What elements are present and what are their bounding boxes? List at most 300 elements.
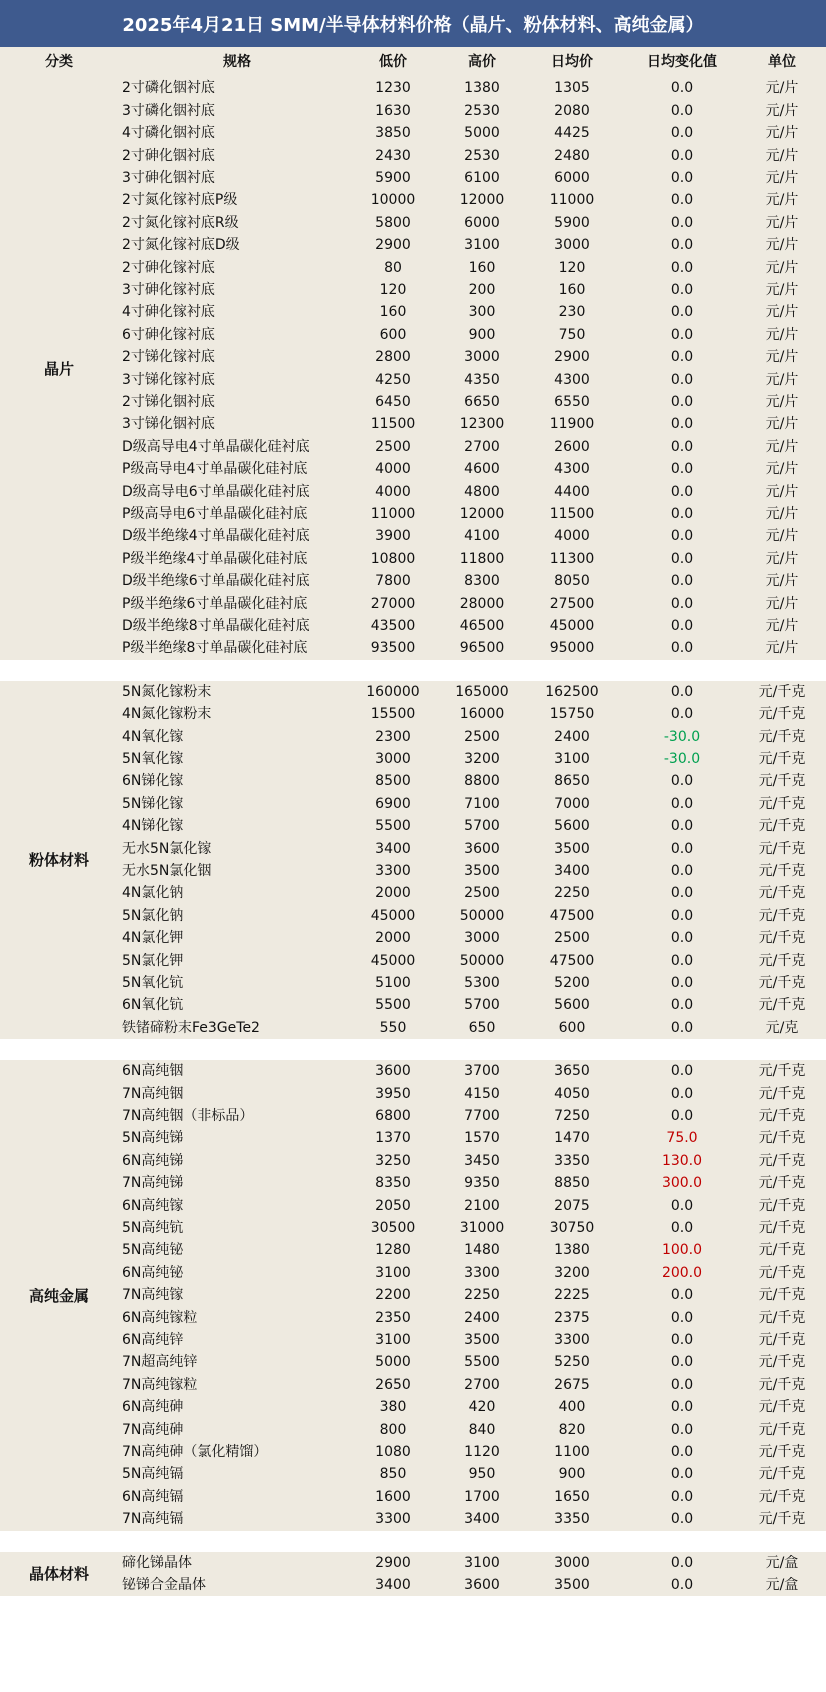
row-low: 27000 — [370, 595, 416, 612]
row-avg: 11300 — [549, 550, 595, 567]
row-spec: 7N高纯砷 — [122, 1421, 184, 1438]
row-change: 0.0 — [670, 1577, 694, 1593]
row-unit: 元/千克 — [758, 1130, 806, 1147]
table-row — [0, 257, 826, 279]
row-unit: 元/千克 — [758, 1376, 806, 1393]
row-spec: D级半绝缘4寸单晶碳化硅衬底 — [122, 528, 310, 545]
row-low: 3400 — [375, 840, 411, 857]
row-high: 6000 — [464, 214, 500, 231]
row-high: 6100 — [464, 170, 500, 186]
row-high: 12300 — [459, 416, 505, 433]
table-row — [0, 815, 826, 837]
row-avg: 5900 — [554, 214, 590, 231]
row-unit: 元/千克 — [758, 1511, 806, 1528]
row-spec: 5N高纯镉 — [122, 1466, 184, 1483]
row-unit: 元/千克 — [758, 683, 806, 700]
row-high: 46500 — [459, 618, 505, 634]
row-high: 2500 — [464, 728, 500, 745]
row-spec: 7N高纯铟（非标品） — [122, 1108, 254, 1124]
row-unit: 元/克 — [765, 1019, 799, 1036]
row-spec: 3寸锑化镓衬底 — [122, 371, 215, 388]
row-spec: D级半绝缘8寸单晶碳化硅衬底 — [122, 618, 310, 634]
row-high: 3700 — [464, 1063, 500, 1080]
row-spec: 2寸锑化镓衬底 — [122, 349, 215, 366]
row-high: 3600 — [464, 1577, 500, 1593]
row-spec: 6寸砷化镓衬底 — [122, 326, 215, 343]
row-unit: 元/千克 — [758, 1264, 806, 1281]
table-row — [0, 1195, 826, 1217]
row-spec: 4N锑化镓 — [122, 818, 184, 835]
row-unit: 元/千克 — [758, 1332, 806, 1348]
row-high: 16000 — [459, 706, 505, 723]
row-spec: 2寸砷化镓衬底 — [122, 259, 215, 276]
row-change: 0.0 — [670, 349, 694, 366]
row-high: 3500 — [464, 863, 500, 879]
table-row — [0, 882, 826, 904]
row-unit: 元/片 — [765, 371, 799, 388]
row-spec: 7N高纯锑 — [122, 1175, 184, 1192]
row-unit: 元/千克 — [758, 1220, 806, 1236]
table-row — [0, 525, 826, 547]
table-row — [0, 726, 826, 748]
row-low: 380 — [379, 1399, 407, 1416]
row-avg: 3300 — [554, 1332, 590, 1348]
row-spec: 3寸锑化铟衬底 — [122, 416, 215, 433]
row-low: 160 — [379, 304, 407, 321]
table-row — [0, 1060, 826, 1082]
table-row — [0, 100, 826, 122]
row-low: 1230 — [375, 80, 411, 97]
row-unit: 元/片 — [765, 640, 799, 657]
row-low: 2050 — [375, 1197, 411, 1214]
row-unit: 元/千克 — [758, 930, 806, 947]
row-spec: 无水5N氯化镓 — [122, 840, 212, 857]
row-low: 45000 — [370, 952, 416, 969]
row-change: 0.0 — [670, 706, 694, 723]
row-avg: 4400 — [554, 483, 590, 500]
row-low: 5900 — [375, 170, 411, 186]
row-low: 3600 — [375, 1063, 411, 1080]
row-high: 900 — [468, 326, 496, 343]
row-low: 4250 — [375, 371, 411, 388]
row-unit: 元/千克 — [758, 795, 806, 812]
row-high: 3000 — [464, 349, 500, 366]
row-spec: 4N氧化镓 — [122, 728, 184, 745]
row-high: 3200 — [464, 751, 500, 767]
row-unit: 元/千克 — [758, 818, 806, 835]
table-row — [0, 1396, 826, 1418]
table-row — [0, 1441, 826, 1463]
section-category-label: 晶片 — [43, 360, 74, 379]
row-low: 6900 — [375, 795, 411, 812]
row-low: 43500 — [370, 618, 416, 634]
row-high: 50000 — [459, 952, 505, 969]
row-unit: 元/片 — [765, 326, 799, 343]
table-row — [0, 860, 826, 882]
row-unit: 元/片 — [765, 237, 799, 254]
row-change: 100.0 — [661, 1242, 703, 1259]
row-change: 0.0 — [670, 997, 694, 1014]
row-avg: 8850 — [554, 1175, 590, 1192]
row-change: 0.0 — [670, 975, 694, 991]
table-row — [0, 615, 826, 637]
row-unit: 元/盒 — [765, 1577, 799, 1593]
row-low: 15500 — [370, 706, 416, 723]
section-category-label: 高纯金属 — [28, 1286, 89, 1305]
row-spec: 4N氯化钠 — [122, 885, 184, 902]
row-high: 3300 — [464, 1264, 500, 1281]
row-avg: 2480 — [554, 147, 590, 164]
row-low: 1280 — [375, 1242, 411, 1259]
row-change: 0.0 — [670, 1197, 694, 1214]
row-low: 7800 — [375, 573, 411, 590]
row-change: 0.0 — [670, 907, 694, 924]
row-avg: 1470 — [554, 1130, 590, 1147]
row-high: 28000 — [459, 595, 505, 612]
row-avg: 47500 — [549, 907, 595, 924]
row-high: 11800 — [459, 550, 505, 567]
row-avg: 750 — [558, 326, 586, 343]
section-separator — [0, 660, 826, 681]
row-high: 4100 — [464, 528, 500, 545]
row-high: 650 — [468, 1019, 496, 1036]
row-low: 1630 — [375, 102, 411, 119]
row-avg: 162500 — [545, 683, 599, 700]
row-avg: 4425 — [554, 125, 590, 142]
row-avg: 3650 — [554, 1063, 590, 1080]
row-high: 200 — [468, 282, 496, 298]
table-row — [0, 1083, 826, 1105]
row-high: 3100 — [464, 237, 500, 254]
row-avg: 3350 — [554, 1511, 590, 1528]
row-high: 2250 — [464, 1287, 500, 1304]
row-avg: 30750 — [549, 1220, 595, 1236]
row-low: 4000 — [375, 483, 411, 500]
row-high: 3000 — [464, 930, 500, 947]
row-spec: 5N氮化镓粉末 — [122, 683, 212, 700]
row-high: 4350 — [464, 371, 500, 388]
table-row — [0, 1574, 826, 1596]
row-avg: 400 — [558, 1399, 586, 1416]
row-spec: 6N高纯铋 — [122, 1264, 184, 1281]
row-high: 3450 — [464, 1152, 500, 1169]
row-spec: 2寸氮化镓衬底R级 — [122, 214, 239, 231]
row-low: 6450 — [375, 394, 411, 410]
row-change: 0.0 — [670, 506, 694, 522]
table-row — [0, 1105, 826, 1127]
row-low: 5500 — [375, 818, 411, 835]
row-avg: 11000 — [549, 192, 595, 209]
row-unit: 元/片 — [765, 550, 799, 567]
row-unit: 元/千克 — [758, 885, 806, 902]
row-change: 0.0 — [670, 1287, 694, 1304]
row-avg: 2675 — [554, 1376, 590, 1393]
row-low: 2430 — [375, 147, 411, 164]
row-unit: 元/片 — [765, 304, 799, 321]
row-change: 0.0 — [670, 1063, 694, 1080]
row-low: 600 — [379, 326, 407, 343]
row-avg: 2080 — [554, 102, 590, 119]
table-row — [0, 324, 826, 346]
row-unit: 元/千克 — [758, 1354, 806, 1371]
row-avg: 6000 — [554, 170, 590, 186]
row-spec: 7N高纯砷（氯化精馏） — [122, 1444, 268, 1460]
row-high: 8800 — [464, 773, 500, 790]
row-spec: 6N氧化钪 — [122, 997, 184, 1014]
row-spec: 7N高纯铟 — [122, 1085, 184, 1102]
row-unit: 元/千克 — [758, 1108, 806, 1124]
row-low: 10000 — [370, 192, 416, 209]
row-low: 80 — [384, 259, 402, 276]
row-unit: 元/千克 — [758, 975, 806, 991]
row-avg: 120 — [558, 259, 586, 276]
row-low: 800 — [379, 1421, 407, 1438]
row-spec: 6N高纯锌 — [122, 1332, 184, 1348]
row-change: 0.0 — [670, 1019, 694, 1036]
row-avg: 2375 — [554, 1309, 590, 1326]
row-unit: 元/千克 — [758, 840, 806, 857]
row-low: 4000 — [375, 461, 411, 478]
row-avg: 600 — [558, 1019, 586, 1036]
row-low: 30500 — [370, 1220, 416, 1236]
table-row — [0, 1217, 826, 1239]
table-row — [0, 1351, 826, 1373]
row-change: 0.0 — [670, 80, 694, 97]
row-change: 0.0 — [670, 1444, 694, 1460]
row-spec: 5N高纯钪 — [122, 1220, 184, 1236]
row-unit: 元/千克 — [758, 1444, 806, 1460]
row-high: 5300 — [464, 975, 500, 991]
row-low: 160000 — [366, 683, 420, 700]
row-high: 9350 — [464, 1175, 500, 1192]
row-spec: 4N氮化镓粉末 — [122, 706, 212, 723]
table-row — [0, 77, 826, 99]
row-avg: 900 — [558, 1466, 586, 1483]
row-high: 2530 — [464, 102, 500, 119]
header-avg: 日均价 — [551, 54, 593, 70]
table-row — [0, 1463, 826, 1485]
row-spec: P级半绝缘6寸单晶碳化硅衬底 — [122, 595, 308, 612]
row-spec: 3寸砷化镓衬底 — [122, 282, 215, 298]
row-avg: 1305 — [554, 80, 590, 97]
row-high: 3400 — [464, 1511, 500, 1528]
row-spec: P级高导电6寸单晶碳化硅衬底 — [122, 506, 308, 522]
row-unit: 元/片 — [765, 483, 799, 500]
row-avg: 3000 — [554, 1554, 590, 1571]
row-spec: 2寸磷化铟衬底 — [122, 80, 215, 97]
row-high: 50000 — [459, 907, 505, 924]
row-change: 0.0 — [670, 483, 694, 500]
row-change: 0.0 — [670, 1309, 694, 1326]
row-low: 2800 — [375, 349, 411, 366]
row-unit: 元/片 — [765, 282, 799, 298]
row-unit: 元/片 — [765, 349, 799, 366]
row-unit: 元/片 — [765, 528, 799, 545]
table-row — [0, 458, 826, 480]
row-avg: 2500 — [554, 930, 590, 947]
row-high: 96500 — [459, 640, 505, 657]
row-low: 3250 — [375, 1152, 411, 1169]
row-low: 2500 — [375, 438, 411, 455]
row-low: 3300 — [375, 1511, 411, 1528]
table-row — [0, 1552, 826, 1574]
row-high: 12000 — [459, 192, 505, 209]
table-row — [0, 234, 826, 256]
header-change: 日均变化值 — [647, 54, 717, 70]
row-avg: 11500 — [549, 506, 595, 522]
row-spec: 7N高纯镓 — [122, 1287, 184, 1304]
table-row — [0, 369, 826, 391]
row-change: 75.0 — [666, 1130, 698, 1147]
row-spec: 6N锑化镓 — [122, 773, 184, 790]
header-unit: 单位 — [768, 54, 796, 70]
row-unit: 元/千克 — [758, 773, 806, 790]
row-avg: 45000 — [549, 618, 595, 634]
row-low: 11500 — [370, 416, 416, 433]
row-unit: 元/千克 — [758, 1152, 806, 1169]
table-row — [0, 189, 826, 211]
row-spec: P级半绝缘8寸单晶碳化硅衬底 — [122, 640, 308, 657]
table-row — [0, 167, 826, 189]
row-spec: P级半绝缘4寸单晶碳化硅衬底 — [122, 550, 308, 567]
header-spec: 规格 — [223, 54, 251, 70]
row-change: 0.0 — [670, 438, 694, 455]
row-low: 2900 — [375, 1554, 411, 1571]
row-low: 3000 — [375, 751, 411, 767]
row-spec: 5N氯化钠 — [122, 907, 184, 924]
row-high: 5700 — [464, 997, 500, 1014]
table-row — [0, 905, 826, 927]
row-change: 0.0 — [670, 125, 694, 142]
section-separator — [0, 1531, 826, 1552]
table-row — [0, 1419, 826, 1441]
row-unit: 元/千克 — [758, 751, 806, 767]
row-unit: 元/千克 — [758, 728, 806, 745]
row-unit: 元/片 — [765, 595, 799, 612]
row-high: 2530 — [464, 147, 500, 164]
section-separator — [0, 1039, 826, 1060]
row-unit: 元/千克 — [758, 1085, 806, 1102]
row-unit: 元/片 — [765, 573, 799, 590]
row-low: 1080 — [375, 1444, 411, 1460]
row-high: 1570 — [464, 1130, 500, 1147]
row-spec: 碲化锑晶体 — [122, 1554, 192, 1571]
row-low: 3100 — [375, 1264, 411, 1281]
row-unit: 元/片 — [765, 461, 799, 478]
header-low: 低价 — [379, 54, 407, 70]
row-spec: 5N锑化镓 — [122, 795, 184, 812]
row-avg: 3200 — [554, 1264, 590, 1281]
row-spec: 5N氧化镓 — [122, 751, 184, 767]
row-change: 0.0 — [670, 147, 694, 164]
row-high: 12000 — [459, 506, 505, 522]
table-row — [0, 1172, 826, 1194]
row-spec: 无水5N氯化铟 — [122, 863, 212, 879]
row-high: 31000 — [459, 1220, 505, 1236]
row-change: 0.0 — [670, 1511, 694, 1528]
row-high: 5000 — [464, 125, 500, 142]
row-change: 0.0 — [670, 618, 694, 634]
row-change: 0.0 — [670, 840, 694, 857]
row-high: 1380 — [464, 80, 500, 97]
row-low: 3850 — [375, 125, 411, 142]
row-avg: 2400 — [554, 728, 590, 745]
row-high: 165000 — [455, 683, 509, 700]
row-low: 2000 — [375, 930, 411, 947]
row-spec: 3寸磷化铟衬底 — [122, 102, 215, 119]
row-change: 0.0 — [670, 818, 694, 835]
row-unit: 元/片 — [765, 147, 799, 164]
row-unit: 元/千克 — [758, 1488, 806, 1505]
row-avg: 5200 — [554, 975, 590, 991]
row-change: 0.0 — [670, 528, 694, 545]
row-unit: 元/千克 — [758, 1466, 806, 1483]
row-avg: 6550 — [554, 394, 590, 410]
row-avg: 5600 — [554, 997, 590, 1014]
row-high: 1120 — [464, 1444, 500, 1460]
table-row — [0, 1262, 826, 1284]
table-row — [0, 481, 826, 503]
row-low: 120 — [379, 282, 407, 298]
row-avg: 95000 — [549, 640, 595, 657]
row-low: 10800 — [370, 550, 416, 567]
table-row — [0, 793, 826, 815]
table-row — [0, 1486, 826, 1508]
row-change: 0.0 — [670, 1554, 694, 1571]
row-spec: P级高导电4寸单晶碳化硅衬底 — [122, 461, 308, 478]
header-row — [0, 47, 826, 77]
row-avg: 1650 — [554, 1488, 590, 1505]
sheet-title: 2025年4月21日 SMM/半导体材料价格（晶片、粉体材料、高纯金属） — [0, 0, 826, 47]
row-low: 550 — [379, 1019, 407, 1036]
row-avg: 2250 — [554, 885, 590, 902]
row-spec: D级高导电4寸单晶碳化硅衬底 — [122, 438, 310, 455]
row-unit: 元/片 — [765, 125, 799, 142]
row-unit: 元/千克 — [758, 1242, 806, 1259]
row-change: 0.0 — [670, 1108, 694, 1124]
table-row — [0, 1284, 826, 1306]
row-low: 2300 — [375, 728, 411, 745]
row-low: 2350 — [375, 1309, 411, 1326]
table-row — [0, 503, 826, 525]
row-avg: 230 — [558, 304, 586, 321]
row-unit: 元/片 — [765, 506, 799, 522]
table-row — [0, 391, 826, 413]
row-avg: 7250 — [554, 1108, 590, 1124]
row-avg: 3400 — [554, 863, 590, 879]
row-spec: 2寸氮化镓衬底D级 — [122, 237, 240, 254]
table-row — [0, 346, 826, 368]
row-change: 0.0 — [670, 1376, 694, 1393]
section-category-label: 晶体材料 — [28, 1565, 89, 1584]
row-low: 5800 — [375, 214, 411, 231]
row-change: 0.0 — [670, 952, 694, 969]
row-unit: 元/千克 — [758, 997, 806, 1014]
table-row — [0, 1017, 826, 1039]
row-avg: 1380 — [554, 1242, 590, 1259]
row-unit: 元/片 — [765, 80, 799, 97]
row-spec: 2寸锑化铟衬底 — [122, 394, 215, 410]
row-high: 2500 — [464, 885, 500, 902]
row-low: 2200 — [375, 1287, 411, 1304]
row-change: 0.0 — [670, 773, 694, 790]
row-high: 5500 — [464, 1354, 500, 1371]
row-high: 420 — [468, 1399, 496, 1416]
row-avg: 4050 — [554, 1085, 590, 1102]
row-spec: 6N高纯铟 — [122, 1063, 184, 1080]
row-low: 5500 — [375, 997, 411, 1014]
row-low: 3400 — [375, 1577, 411, 1593]
